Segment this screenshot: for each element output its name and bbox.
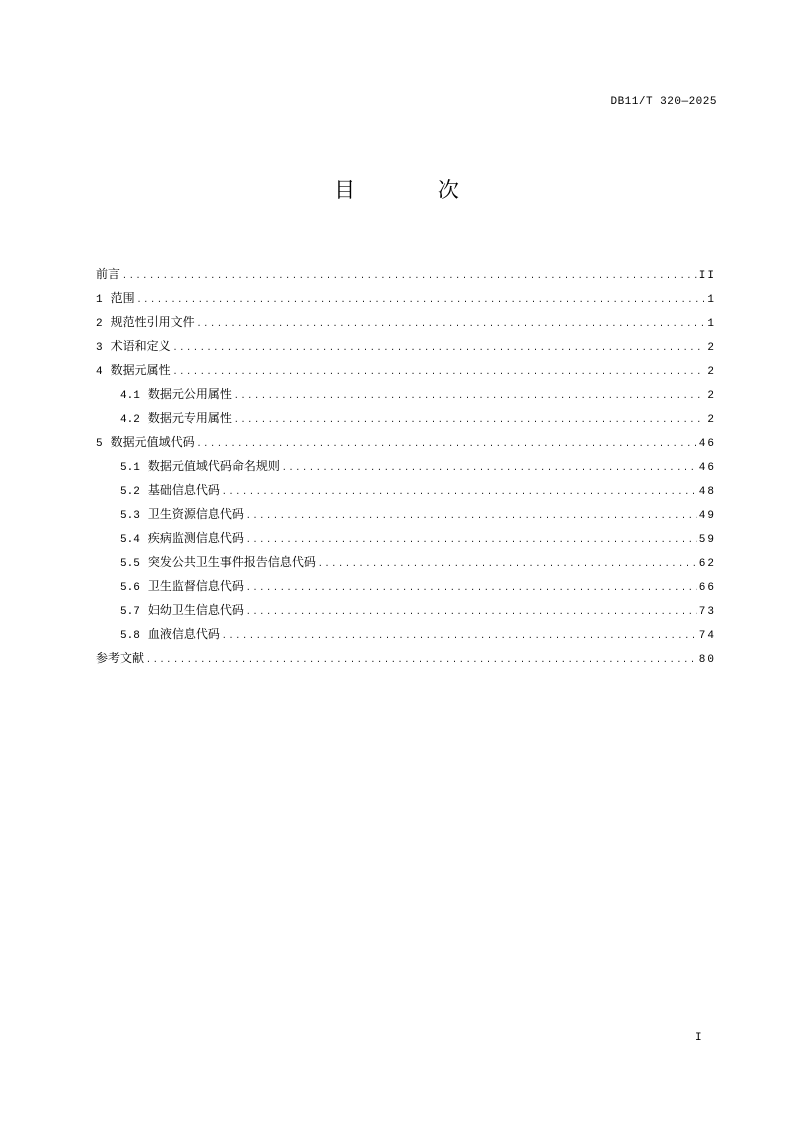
- dot-leader: [137, 286, 706, 310]
- toc-entry-number: 5.4: [120, 534, 140, 546]
- toc-entry[interactable]: [96, 430, 716, 454]
- dot-leader: [222, 622, 697, 646]
- toc-entry-page: 66: [698, 582, 716, 594]
- toc-entry-number: 5.3: [120, 510, 140, 522]
- toc-entry-label: 范围: [110, 291, 135, 305]
- toc-entry-label: 血液信息代码: [147, 627, 220, 641]
- toc-entry-page: 59: [698, 534, 716, 546]
- toc-entry-page: 74: [698, 630, 716, 642]
- toc-entry-number: 5.1: [120, 462, 140, 474]
- toc-entry-label: 突发公共卫生事件报告信息代码: [147, 555, 316, 569]
- toc-entry-page: 49: [698, 510, 716, 522]
- dot-leader: [234, 406, 706, 430]
- dot-leader: [246, 574, 697, 598]
- toc-entry-page: 48: [698, 486, 716, 498]
- toc-entry-label: 数据元公用属性: [147, 387, 232, 401]
- dot-leader: [173, 358, 706, 382]
- toc-entry-page: 2: [707, 414, 716, 426]
- toc-entry[interactable]: [96, 454, 716, 478]
- toc-entry[interactable]: [96, 262, 716, 286]
- toc-entry-number: 2: [96, 318, 103, 330]
- toc-entry[interactable]: [96, 598, 716, 622]
- dot-leader: [122, 262, 697, 286]
- toc-entry-number: 5: [96, 438, 103, 450]
- toc-entry[interactable]: [96, 526, 716, 550]
- toc-entry-number: 5.5: [120, 558, 140, 570]
- toc-entry-number: 5.8: [120, 630, 140, 642]
- toc-entry[interactable]: [96, 334, 716, 358]
- page-title: 目 次: [334, 178, 497, 202]
- table-of-contents: [96, 262, 716, 670]
- toc-entry-page: 1: [707, 318, 716, 330]
- dot-leader: [246, 526, 697, 550]
- toc-entry[interactable]: [96, 286, 716, 310]
- toc-entry[interactable]: [96, 574, 716, 598]
- toc-entry-number: 1: [96, 294, 103, 306]
- toc-entry-page: 2: [707, 390, 716, 402]
- toc-entry-label: 卫生监督信息代码: [147, 579, 244, 593]
- toc-entry-label: 基础信息代码: [147, 483, 220, 497]
- dot-leader: [222, 478, 697, 502]
- dot-leader: [197, 430, 697, 454]
- toc-entry-page: 80: [698, 654, 716, 666]
- toc-entry[interactable]: [96, 310, 716, 334]
- toc-entry-label: 疾病监测信息代码: [147, 531, 244, 545]
- toc-entry-page: 2: [707, 342, 716, 354]
- toc-entry-number: 5.7: [120, 606, 140, 618]
- dot-leader: [146, 646, 697, 670]
- toc-entry-page: II: [698, 270, 716, 282]
- toc-entry-label: 数据元值域代码: [110, 435, 195, 449]
- toc-entry-page: 62: [698, 558, 716, 570]
- dot-leader: [246, 598, 697, 622]
- toc-entry[interactable]: [96, 382, 716, 406]
- toc-entry[interactable]: [96, 622, 716, 646]
- toc-entry-label: 前言: [96, 267, 121, 281]
- toc-entry-label: 妇幼卫生信息代码: [147, 603, 244, 617]
- toc-entry[interactable]: [96, 406, 716, 430]
- toc-entry-number: 4: [96, 366, 103, 378]
- toc-entry-label: 数据元专用属性: [147, 411, 232, 425]
- toc-entry-number: 4.2: [120, 414, 140, 426]
- toc-entry[interactable]: [96, 358, 716, 382]
- toc-entry-page: 46: [698, 438, 716, 450]
- toc-entry-page: 1: [707, 294, 716, 306]
- toc-entry-label: 参考文献: [96, 651, 145, 665]
- toc-entry[interactable]: [96, 478, 716, 502]
- page-number: I: [695, 1032, 702, 1044]
- toc-entry-page: 73: [698, 606, 716, 618]
- dot-leader: [282, 454, 697, 478]
- dot-leader: [234, 382, 706, 406]
- standard-code: DB11/T 320—2025: [610, 96, 717, 108]
- toc-entry-page: 46: [698, 462, 716, 474]
- toc-entry-label: 卫生资源信息代码: [147, 507, 244, 521]
- toc-entry-label: 数据元值域代码命名规则: [147, 459, 280, 473]
- dot-leader: [173, 334, 706, 358]
- toc-entry-label: 术语和定义: [110, 339, 171, 353]
- toc-entry-number: 3: [96, 342, 103, 354]
- dot-leader: [197, 310, 706, 334]
- dot-leader: [318, 550, 697, 574]
- toc-entry-number: 5.6: [120, 582, 140, 594]
- toc-entry-page: 2: [707, 366, 716, 378]
- toc-entry[interactable]: [96, 646, 716, 670]
- dot-leader: [246, 502, 697, 526]
- toc-entry[interactable]: [96, 550, 716, 574]
- toc-entry-number: 5.2: [120, 486, 140, 498]
- toc-entry[interactable]: [96, 502, 716, 526]
- toc-entry-number: 4.1: [120, 390, 140, 402]
- toc-entry-label: 数据元属性: [110, 363, 171, 377]
- toc-entry-label: 规范性引用文件: [110, 315, 195, 329]
